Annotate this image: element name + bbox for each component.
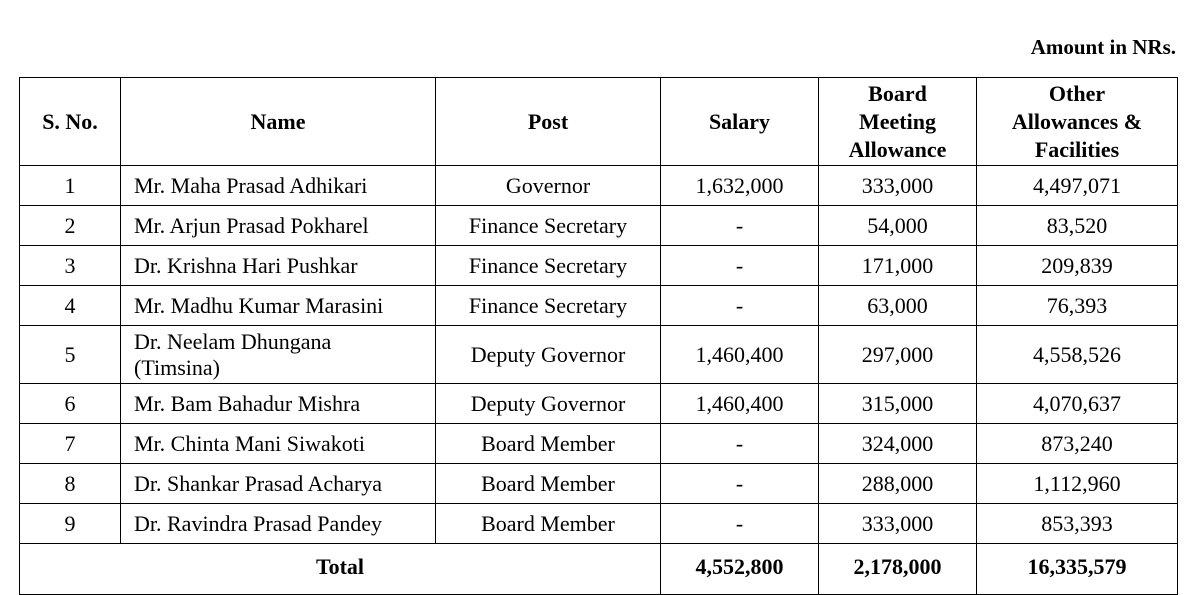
header-post: Post (436, 78, 661, 166)
header-other-allowances (977, 78, 1178, 166)
cell-name: Mr. Maha Prasad Adhikari (121, 166, 436, 206)
header-board-meeting-allowance (819, 78, 977, 166)
table-row (20, 384, 1178, 424)
cell-board-allowance: 333,000 (819, 166, 977, 206)
cell-post: Finance Secretary (436, 246, 661, 286)
total-label: Total (20, 544, 661, 595)
cell-other-allowances: 1,112,960 (977, 464, 1178, 504)
cell-other-allowances: 4,558,526 (977, 326, 1178, 384)
cell-name-line: (Timsina) (134, 354, 220, 380)
cell-name-line: Dr. Neelam Dhungana (134, 328, 332, 354)
compensation-table (19, 77, 1178, 595)
cell-salary: - (661, 464, 819, 504)
cell-sno: 2 (20, 206, 121, 246)
cell-post: Finance Secretary (436, 286, 661, 326)
cell-other-allowances: 873,240 (977, 424, 1178, 464)
table-row (20, 286, 1178, 326)
cell-board-allowance: 63,000 (819, 286, 977, 326)
cell-sno: 5 (20, 326, 121, 384)
cell-name (121, 326, 436, 384)
cell-salary: - (661, 286, 819, 326)
cell-board-allowance: 324,000 (819, 424, 977, 464)
header-other-line: Allowances & (1011, 108, 1143, 134)
cell-salary: - (661, 424, 819, 464)
cell-name: Dr. Krishna Hari Pushkar (121, 246, 436, 286)
table-row (20, 464, 1178, 504)
cell-salary: - (661, 246, 819, 286)
header-board-line: Board (868, 80, 927, 106)
cell-sno: 6 (20, 384, 121, 424)
cell-post: Governor (436, 166, 661, 206)
cell-sno: 8 (20, 464, 121, 504)
header-board-line: Allowance (848, 136, 947, 162)
cell-post: Board Member (436, 504, 661, 544)
table-row (20, 504, 1178, 544)
cell-other-allowances: 853,393 (977, 504, 1178, 544)
cell-post: Board Member (436, 464, 661, 504)
total-row (20, 544, 1178, 595)
total-board-allowance: 2,178,000 (819, 544, 977, 595)
cell-name: Mr. Arjun Prasad Pokharel (121, 206, 436, 246)
cell-sno: 3 (20, 246, 121, 286)
table-row (20, 424, 1178, 464)
table-row (20, 326, 1178, 384)
header-row (20, 78, 1178, 166)
total-other-allowances: 16,335,579 (977, 544, 1178, 595)
cell-post: Finance Secretary (436, 206, 661, 246)
cell-other-allowances: 83,520 (977, 206, 1178, 246)
cell-name: Mr. Chinta Mani Siwakoti (121, 424, 436, 464)
header-other-line: Facilities (1034, 136, 1120, 162)
cell-post: Deputy Governor (436, 326, 661, 384)
cell-post: Board Member (436, 424, 661, 464)
table-row (20, 166, 1178, 206)
cell-board-allowance: 297,000 (819, 326, 977, 384)
header-sno: S. No. (20, 78, 121, 166)
cell-name: Mr. Madhu Kumar Marasini (121, 286, 436, 326)
cell-board-allowance: 54,000 (819, 206, 977, 246)
cell-board-allowance: 171,000 (819, 246, 977, 286)
cell-sno: 1 (20, 166, 121, 206)
cell-other-allowances: 4,497,071 (977, 166, 1178, 206)
cell-name: Dr. Shankar Prasad Acharya (121, 464, 436, 504)
cell-board-allowance: 333,000 (819, 504, 977, 544)
total-salary: 4,552,800 (661, 544, 819, 595)
header-board-line: Meeting (859, 108, 936, 134)
cell-salary: 1,460,400 (661, 384, 819, 424)
cell-sno: 9 (20, 504, 121, 544)
cell-salary: - (661, 206, 819, 246)
cell-board-allowance: 315,000 (819, 384, 977, 424)
cell-other-allowances: 209,839 (977, 246, 1178, 286)
table-row (20, 246, 1178, 286)
cell-other-allowances: 76,393 (977, 286, 1178, 326)
cell-sno: 7 (20, 424, 121, 464)
cell-board-allowance: 288,000 (819, 464, 977, 504)
header-salary: Salary (661, 78, 819, 166)
cell-salary: 1,460,400 (661, 326, 819, 384)
header-other-line: Other (1048, 80, 1106, 106)
cell-name: Dr. Ravindra Prasad Pandey (121, 504, 436, 544)
cell-salary: - (661, 504, 819, 544)
cell-salary: 1,632,000 (661, 166, 819, 206)
cell-sno: 4 (20, 286, 121, 326)
cell-other-allowances: 4,070,637 (977, 384, 1178, 424)
cell-post: Deputy Governor (436, 384, 661, 424)
table-row (20, 206, 1178, 246)
amount-unit-note: Amount in NRs. (1030, 35, 1176, 59)
cell-name: Mr. Bam Bahadur Mishra (121, 384, 436, 424)
header-name: Name (121, 78, 436, 166)
